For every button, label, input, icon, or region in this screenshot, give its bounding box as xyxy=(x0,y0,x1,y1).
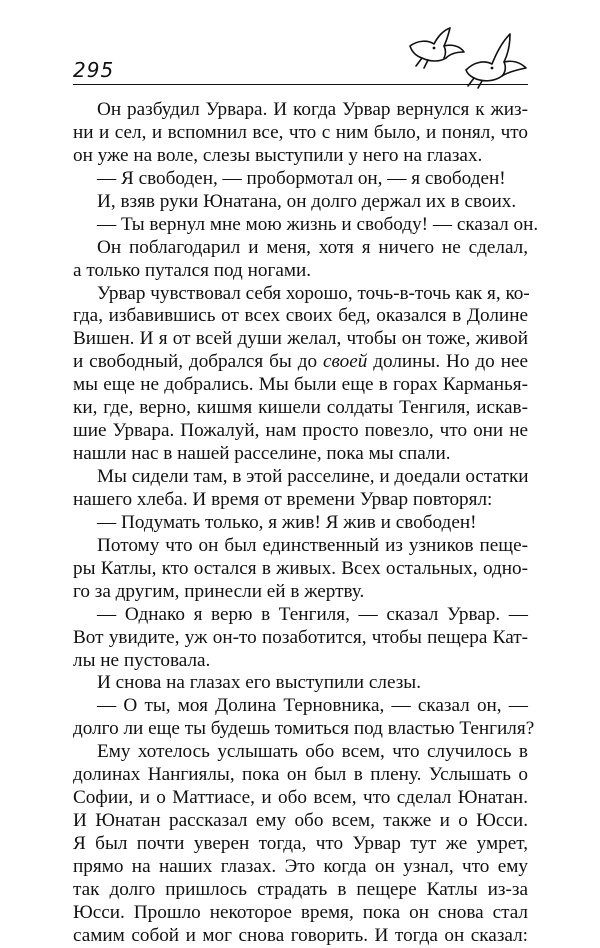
text-line: Я был почти уверен тогда, что Урвар тут же умрет, xyxy=(73,833,528,854)
page-number: 295 xyxy=(73,58,115,82)
text-line: — Я свободен, — пробормотал он, — я свободен! xyxy=(97,167,506,189)
text-line: Потому что он был единственный из узников пеще- xyxy=(97,534,528,556)
text-line: самим собой и мог снова говорить. И тогда он сказал: xyxy=(73,924,528,946)
text-line: долинах Нангиялы, пока он был в плену. Услышать о xyxy=(73,764,528,786)
text-line: ни и сел, и вспомнил все, что с ним было, и понял, что xyxy=(73,121,528,143)
text-line: — Ты вернул мне мою жизнь и свободу! — сказал он. xyxy=(97,213,539,235)
text-line: Софии, и о Маттиасе, и обо всем, что сделал Юнатан. xyxy=(73,787,528,809)
text-line: лы не пустовала. xyxy=(73,649,211,671)
text-line: И снова на глазах его выступили слезы. xyxy=(97,672,421,694)
text-line: а только путался под ногами. xyxy=(73,259,312,281)
text-line: нашли нас в нашей расселине, пока мы спали. xyxy=(73,443,451,465)
text-line: шие Урвара. Пожалуй, нам просто повезло, что они не xyxy=(73,420,528,442)
text-line: гда, избавившись от всех своих бед, оказался в Долине xyxy=(73,305,528,327)
text-line: ки, где, верно, кишмя кишели солдаты Тенгиля, искав- xyxy=(73,397,528,419)
text-line: Вишен. И я от всей души желал, чтобы он тоже, живой xyxy=(73,328,528,350)
text-line: — Однако я верю в Тенгиля, — сказал Урвар. — xyxy=(97,603,528,625)
text-line: — О ты, моя Долина Терновника, — сказал он, — xyxy=(97,695,528,717)
text-line: Вот увидите, уж он-то позаботится, чтобы пещера Кат- xyxy=(73,626,528,648)
text-line: прямо на наших глазах. Это когда он узнал, что ему xyxy=(73,855,528,877)
text-line: мы еще не добрались. Мы были еще в горах Карманья- xyxy=(73,374,528,396)
text-line: Мы сидели там, в этой расселине, и доедали остатки xyxy=(97,466,529,487)
text-line: ры Катлы, кто остался в живых. Всех остальных, одно- xyxy=(73,557,528,579)
text-line: нашего хлеба. И время от времени Урвар повторял: xyxy=(73,488,493,510)
text-line: так долго пришлось страдать в пещере Катлы из-за xyxy=(73,878,528,900)
text-line: го за другим, принесли ей в жертву. xyxy=(73,580,365,602)
text-line: долго ли еще ты будешь томиться под властью Тенгиля? xyxy=(73,718,535,740)
text-line: Урвар чувствовал себя хорошо, точь-в-точь как я, ко- xyxy=(97,282,530,304)
text-line: он уже на воле, слезы выступили у него на глазах. xyxy=(73,144,483,166)
text-line: Он разбудил Урвара. И когда Урвар вернулся к жиз- xyxy=(97,99,528,120)
text-line: Он поблагодарил и меня, хотя я ничего не сделал, xyxy=(97,236,528,258)
text-line: Ему хотелось услышать обо всем, что случилось в xyxy=(97,741,528,763)
text-line: Юсси. Прошло некоторое время, пока он снова стал xyxy=(73,901,528,923)
doves-icon xyxy=(404,26,528,90)
text-line: — Подумать только, я жив! Я жив и свободен! xyxy=(97,511,477,533)
body-text xyxy=(73,99,539,948)
text-line: И Юнатан рассказал ему обо всем, также и о Юсси. xyxy=(73,810,528,832)
text-line: И, взяв руки Юнатана, он долго держал их в своих. xyxy=(97,190,517,212)
header-rule xyxy=(73,84,528,85)
text-line: и свободный, добрался бы до своей долины. Но до нее xyxy=(73,351,528,373)
